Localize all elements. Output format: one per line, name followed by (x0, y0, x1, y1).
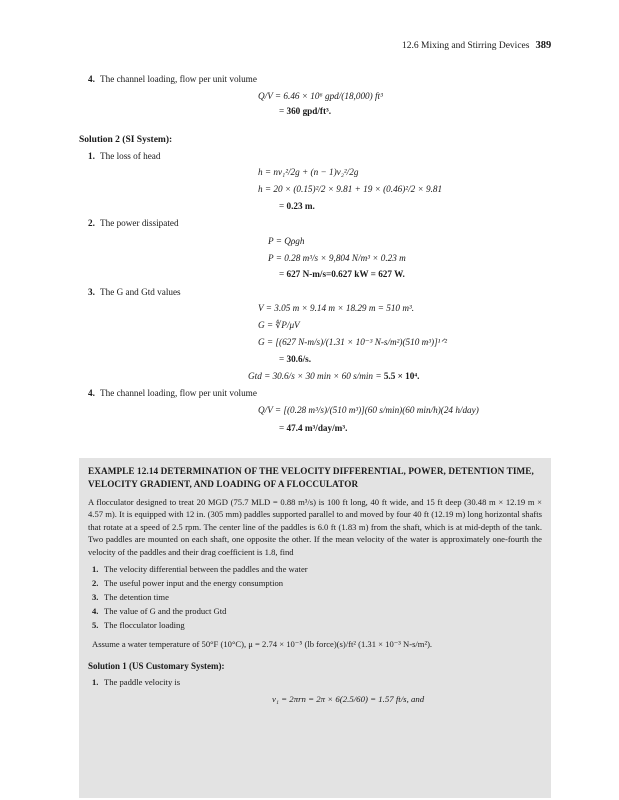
solution1-step-1: 1. The paddle velocity is (92, 677, 181, 687)
example-title-line-2: VELOCITY GRADIENT, AND LOADING OF A FLOCCULATOR (88, 479, 359, 489)
example-problem-text: A flocculator designed to treat 20 MGD (75.7 MLD = 0.88 m³/s) is 100 ft long, 40 ft wide, and 15 ft deep (30.48 m × 12.19 m × 4.57 m). It is equipped with 12 in. (305 mm) paddles supported parallel to and moved by four 40 ft (12.19 m) long horizontal shafts that rotate at a speed of 2.5 rpm. The center line of the paddles is 6.0 ft (1.83 m) from the shaft, which is at mid-depth of the tank. Two paddles are mounted on each shaft, one opposite the other. If the mean velocity of the water is approximately one-fourth the velocity of the paddles and their drag coefficient is 1.8, find (88, 497, 542, 557)
equation-power-formula: P = Qρgh (268, 236, 305, 246)
equation-paddle-velocity: v₁ = 2πrn = 2π × 6(2.5/60) = 1.57 ft/s, and (272, 694, 425, 704)
list-item: 3. The detention time (92, 592, 169, 602)
equation-loading-values: Q/V = [(0.28 m³/s)/(510 m³)](60 s/min)(60 min/h)(24 h/day) (258, 405, 479, 415)
equation-qv-result: = 360 gpd/ft³. (279, 106, 332, 116)
page-number: 389 (535, 40, 552, 51)
equation-gtd: Gtd = 30.6/s × 30 min × 60 s/min = 5.5 × 10⁴. (248, 371, 420, 381)
equation-volume: V = 3.05 m × 9.14 m × 18.29 m = 510 m³. (258, 303, 415, 313)
list-item: 5. The flocculator loading (92, 620, 185, 630)
equation-head-loss-result: = 0.23 m. (279, 201, 315, 211)
solution-1-title: Solution 1 (US Customary System): (88, 661, 225, 671)
solution2-step-1: 1. The loss of head (88, 151, 161, 161)
list-item: 2. The useful power input and the energy consumption (92, 578, 284, 588)
equation-head-loss-values: h = 20 × (0.15)²/2 × 9.81 + 19 × (0.46)²/2 × 9.81 (258, 184, 443, 194)
solution2-step-3: 3. The G and Gtd values (88, 287, 181, 297)
equation-g-formula: G = ∜P/μV (258, 320, 300, 330)
list-item: 1. The velocity differential between the paddles and the water (92, 564, 308, 574)
solution2-step-2: 2. The power dissipated (88, 218, 179, 228)
equation-g-result: = 30.6/s. (279, 354, 311, 364)
equation-g-values: G = [(627 N-m/s)/(1.31 × 10⁻³ N-s/m²)(510 m³)]¹ᐟ² (258, 337, 448, 347)
running-header (402, 40, 551, 51)
equation-power-values: P = 0.28 m³/s × 9,804 N/m³ × 0.23 m (268, 253, 406, 263)
equation-qv-gpd: Q/V = 6.46 × 10⁶ gpd/(18,000) ft³ (258, 91, 383, 101)
equation-head-loss-formula: h = nv₁²/2g + (n − 1)v₂²/2g (258, 167, 359, 177)
equation-power-result: = 627 N-m/s=0.627 kW = 627 W. (279, 269, 405, 279)
list-item: 4. The value of G and the product Gtd (92, 606, 227, 616)
solution-2-title: Solution 2 (SI System): (79, 135, 173, 145)
solution2-step-4: 4. The channel loading, flow per unit volume (88, 388, 257, 398)
equation-loading-result: = 47.4 m³/day/m³. (279, 423, 348, 433)
section-title: 12.6 Mixing and Stirring Devices (402, 41, 530, 51)
example-title-line-1: EXAMPLE 12.14 DETERMINATION OF THE VELOCITY DIFFERENTIAL, POWER, DETENTION TIME, (88, 466, 534, 476)
assumption-text: Assume a water temperature of 50°F (10°C), μ = 2.74 × 10⁻⁵ (lb force)(s)/ft² (1.31 × 10⁻³ N-s/m²). (92, 639, 433, 649)
step-4-heading: 4. The channel loading, flow per unit volume (88, 74, 257, 84)
